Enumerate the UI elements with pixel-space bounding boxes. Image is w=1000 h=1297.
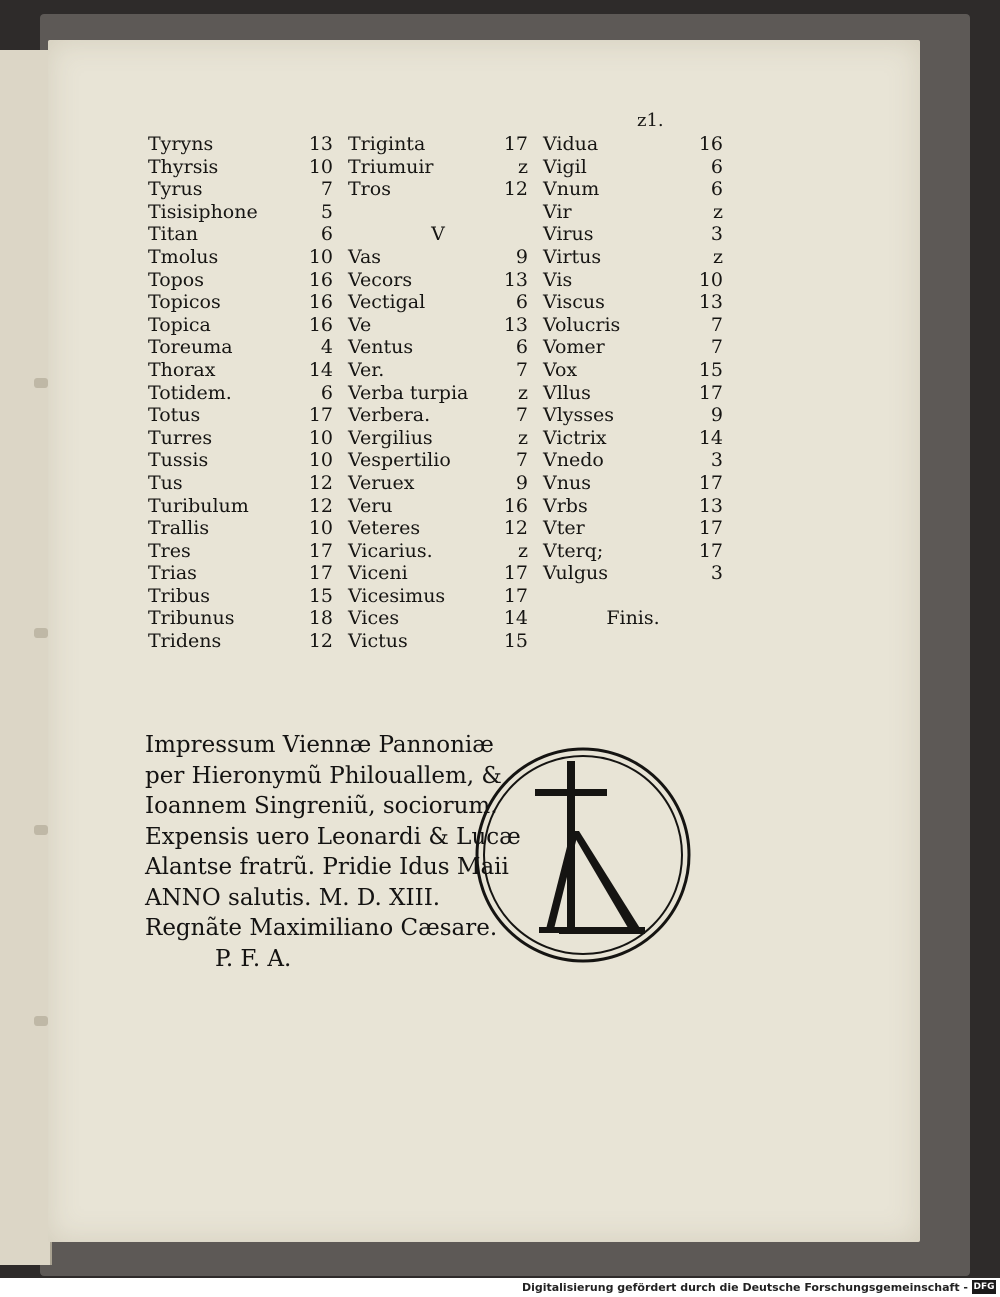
index-entry — [148, 517, 333, 540]
index-reference-number: z — [712, 200, 723, 223]
index-word: Veteres — [348, 517, 421, 540]
index-word: Vomer — [543, 336, 605, 359]
index-entry — [348, 562, 528, 585]
index-reference-number: 13 — [698, 494, 723, 517]
index-entry — [543, 562, 723, 585]
index-word: Volucris — [543, 313, 621, 336]
index-entry — [348, 404, 528, 427]
index-word: Vas — [348, 245, 382, 268]
colophon-line: P. F. A. — [215, 945, 292, 972]
index-reference-number: 9 — [710, 404, 723, 427]
index-entry — [543, 449, 723, 472]
index-word: Tmolus — [148, 245, 219, 268]
colophon-line: Alantse fratrũ. Pridie Idus Maii — [145, 854, 509, 880]
index-word: Triumuir — [348, 155, 434, 178]
index-reference-number: 18 — [308, 607, 333, 630]
index-word: Vox — [543, 358, 578, 381]
index-word: Vllus — [543, 381, 591, 404]
index-entry — [148, 562, 333, 585]
index-entry — [543, 133, 723, 156]
index-column-1 — [148, 133, 333, 653]
index-word: Tribunus — [148, 607, 235, 630]
index-entry — [348, 223, 528, 246]
index-word: Tus — [148, 471, 183, 494]
index-entry — [348, 359, 528, 382]
index-entry — [148, 246, 333, 269]
colophon-line: ANNO salutis. M. D. XIII. — [145, 884, 441, 911]
index-reference-number: 16 — [308, 313, 333, 336]
index-word: Ve — [348, 313, 372, 336]
index-word: Totus — [148, 404, 201, 427]
index-word: Thyrsis — [148, 155, 219, 178]
index-reference-number: 17 — [503, 562, 528, 585]
index-reference-number: 16 — [698, 133, 723, 155]
index-entry — [543, 359, 723, 382]
index-reference-number: 13 — [503, 268, 528, 291]
index-word: Topos — [148, 268, 204, 291]
index-entry — [348, 427, 528, 450]
index-word: Tyrus — [148, 178, 203, 201]
index-entry — [543, 585, 723, 608]
binding-thread — [34, 628, 48, 638]
index-word: Vidua — [543, 133, 599, 155]
index-word: Triginta — [348, 133, 426, 155]
index-reference-number: 3 — [710, 562, 723, 585]
section-heading: Finis. — [606, 607, 660, 630]
index-entry — [543, 517, 723, 540]
index-entry — [148, 359, 333, 382]
index-word: Totidem. — [148, 381, 232, 404]
index-entry — [348, 517, 528, 540]
index-reference-number: 6 — [515, 336, 528, 359]
index-reference-number: 9 — [515, 245, 528, 268]
index-reference-number: 17 — [698, 539, 723, 562]
funding-notice: Digitalisierung gefördert durch die Deutsche Forschungsgemeinschaft - — [521, 1281, 968, 1294]
index-word: Tres — [148, 539, 191, 562]
index-word: Vulgus — [543, 562, 608, 585]
index-word: Topicos — [148, 291, 221, 314]
index-reference-number: 16 — [308, 268, 333, 291]
index-word: Victus — [348, 630, 408, 653]
index-word: Turibulum — [148, 494, 249, 517]
index-reference-number: 7 — [515, 404, 528, 427]
index-reference-number: 15 — [503, 630, 528, 653]
printer-mark-icon — [473, 745, 693, 965]
index-word: Vrbs — [543, 494, 588, 517]
index-word: Vnum — [543, 178, 600, 201]
index-entry — [148, 223, 333, 246]
index-entry — [148, 269, 333, 292]
index-entry — [543, 269, 723, 292]
index-entry — [348, 585, 528, 608]
previous-page-edge — [0, 50, 52, 1265]
index-entry — [148, 404, 333, 427]
index-entry — [148, 585, 333, 608]
index-entry — [148, 133, 333, 156]
index-entry — [348, 314, 528, 337]
index-reference-number: 10 — [308, 245, 333, 268]
index-word: Vespertilio — [348, 449, 451, 472]
index-entry — [348, 269, 528, 292]
index-reference-number: 16 — [308, 291, 333, 314]
index-word: Virtus — [543, 245, 602, 268]
index-reference-number: 17 — [503, 584, 528, 607]
index-word: Vis — [543, 268, 573, 291]
index-word: Viceni — [348, 562, 408, 585]
index-entry — [348, 291, 528, 314]
index-reference-number: 6 — [515, 291, 528, 314]
index-word: Vterq; — [543, 539, 604, 562]
index-word: Vnus — [543, 471, 591, 494]
index-entry — [348, 133, 528, 156]
index-entry — [148, 495, 333, 518]
index-reference-number: 14 — [698, 426, 723, 449]
index-reference-number: 12 — [503, 517, 528, 540]
index-entry — [543, 223, 723, 246]
index-word: Ventus — [348, 336, 414, 359]
index-reference-number: 3 — [710, 449, 723, 472]
index-entry — [348, 201, 528, 224]
index-reference-number: 10 — [308, 426, 333, 449]
index-reference-number: 12 — [308, 471, 333, 494]
binding-thread — [34, 825, 48, 835]
index-reference-number: 10 — [308, 155, 333, 178]
index-reference-number: 17 — [308, 562, 333, 585]
index-entry — [348, 495, 528, 518]
index-entry — [543, 156, 723, 179]
index-entry — [148, 314, 333, 337]
index-entry — [148, 156, 333, 179]
index-entry — [148, 540, 333, 563]
index-reference-number: 6 — [710, 155, 723, 178]
index-reference-number: 9 — [515, 471, 528, 494]
index-reference-number: 12 — [308, 494, 333, 517]
index-reference-number: 7 — [320, 178, 333, 201]
index-reference-number: z — [517, 539, 528, 562]
index-reference-number: 17 — [698, 471, 723, 494]
index-reference-number: 6 — [320, 223, 333, 246]
index-word: Trias — [148, 562, 197, 585]
index-reference-number: 12 — [503, 178, 528, 201]
section-heading: V — [431, 223, 445, 246]
index-word: Vecors — [348, 268, 413, 291]
index-word: Tros — [348, 178, 391, 201]
index-word: Tribus — [148, 584, 210, 607]
index-entry — [148, 336, 333, 359]
index-entry — [148, 201, 333, 224]
index-entry — [148, 472, 333, 495]
index-word: Toreuma — [148, 336, 233, 359]
index-reference-number: 5 — [320, 200, 333, 223]
index-word: Tridens — [148, 630, 222, 653]
index-reference-number: 7 — [515, 449, 528, 472]
colophon-line: per Hieronymũ Philouallem, & — [145, 762, 502, 789]
index-word: Trallis — [148, 517, 210, 540]
index-reference-number: 15 — [308, 584, 333, 607]
index-word: Tisisiphone — [148, 200, 258, 223]
index-entry — [543, 607, 723, 630]
dfg-logo: DFG — [973, 1282, 995, 1292]
index-reference-number: 17 — [698, 517, 723, 540]
index-reference-number: 4 — [320, 336, 333, 359]
index-word: Verba turpia — [348, 381, 469, 404]
index-reference-number: z — [712, 245, 723, 268]
index-reference-number: z — [517, 381, 528, 404]
index-reference-number: z — [517, 155, 528, 178]
index-reference-number: z — [517, 426, 528, 449]
index-word: Vergilius — [348, 426, 433, 449]
index-entry — [543, 201, 723, 224]
index-entry — [148, 427, 333, 450]
index-word: Topica — [148, 313, 211, 336]
index-entry — [543, 472, 723, 495]
index-word: Vigil — [543, 155, 587, 178]
index-word: Thorax — [148, 358, 216, 381]
index-entry — [148, 178, 333, 201]
index-word: Veru — [348, 494, 393, 517]
index-word: Verbera. — [348, 404, 431, 427]
index-entry — [543, 540, 723, 563]
index-reference-number: 13 — [698, 291, 723, 314]
index-entry — [543, 178, 723, 201]
book-page — [48, 40, 920, 1242]
index-reference-number: 7 — [710, 313, 723, 336]
index-reference-number: 6 — [710, 178, 723, 201]
index-word: Vices — [348, 607, 400, 630]
index-word: Vlysses — [543, 404, 615, 427]
index-entry — [543, 314, 723, 337]
index-reference-number: 12 — [308, 630, 333, 653]
index-entry — [543, 246, 723, 269]
colophon-line: Ioannem Singreniũ, sociorum. — [145, 793, 498, 819]
binding-thread — [34, 378, 48, 388]
binding-thread — [34, 1016, 48, 1026]
colophon-line: Impressum Viennæ Pannoniæ — [145, 732, 494, 758]
index-reference-number: 10 — [698, 268, 723, 291]
index-entry — [348, 246, 528, 269]
page-number: z1. — [637, 110, 664, 131]
index-word: Vicesimus — [348, 584, 446, 607]
index-word: Vicarius. — [348, 539, 433, 562]
index-reference-number: 3 — [710, 223, 723, 246]
index-reference-number: 17 — [308, 404, 333, 427]
index-entry — [348, 336, 528, 359]
index-entry — [543, 291, 723, 314]
index-reference-number: 7 — [710, 336, 723, 359]
index-entry — [543, 427, 723, 450]
colophon-line: Regnãte Maximiliano Cæsare. — [145, 915, 498, 941]
index-entry — [148, 449, 333, 472]
index-reference-number: 13 — [308, 133, 333, 155]
index-reference-number: 7 — [515, 358, 528, 381]
index-entry — [348, 607, 528, 630]
index-column-3 — [543, 133, 723, 630]
index-entry — [148, 607, 333, 630]
index-word: Tyryns — [148, 133, 214, 155]
index-entry — [348, 178, 528, 201]
index-entry — [348, 540, 528, 563]
index-reference-number: 14 — [503, 607, 528, 630]
index-reference-number: 10 — [308, 449, 333, 472]
index-word: Titan — [148, 223, 198, 246]
index-reference-number: 17 — [308, 539, 333, 562]
index-entry — [348, 630, 528, 653]
footer-bar — [0, 1278, 1000, 1297]
index-word: Viscus — [543, 291, 605, 314]
index-entry — [543, 495, 723, 518]
index-entry — [543, 336, 723, 359]
index-entry — [348, 382, 528, 405]
index-entry — [348, 156, 528, 179]
index-entry — [348, 449, 528, 472]
index-word: Virus — [543, 223, 594, 246]
index-word: Tussis — [148, 449, 209, 472]
index-entry — [148, 382, 333, 405]
index-word: Vectigal — [348, 291, 426, 314]
index-word: Vter — [543, 517, 585, 540]
index-entry — [148, 630, 333, 653]
index-word: Veruex — [348, 471, 415, 494]
colophon-line: Expensis uero Leonardi & Lucæ — [145, 823, 521, 850]
index-word: Ver. — [348, 358, 385, 381]
index-entry — [148, 291, 333, 314]
index-reference-number: 14 — [308, 358, 333, 381]
index-entry — [543, 404, 723, 427]
index-reference-number: 16 — [503, 494, 528, 517]
index-reference-number: 13 — [503, 313, 528, 336]
index-word: Victrix — [543, 426, 607, 449]
index-word: Vnedo — [543, 449, 604, 472]
index-entry — [543, 382, 723, 405]
index-entry — [348, 472, 528, 495]
index-word: Turres — [148, 426, 213, 449]
index-column-2 — [348, 133, 528, 653]
index-word: Vir — [543, 200, 572, 223]
index-reference-number: 10 — [308, 517, 333, 540]
index-reference-number: 17 — [698, 381, 723, 404]
colophon — [145, 730, 521, 974]
index-reference-number: 17 — [503, 133, 528, 155]
index-reference-number: 15 — [698, 358, 723, 381]
index-reference-number: 6 — [320, 381, 333, 404]
